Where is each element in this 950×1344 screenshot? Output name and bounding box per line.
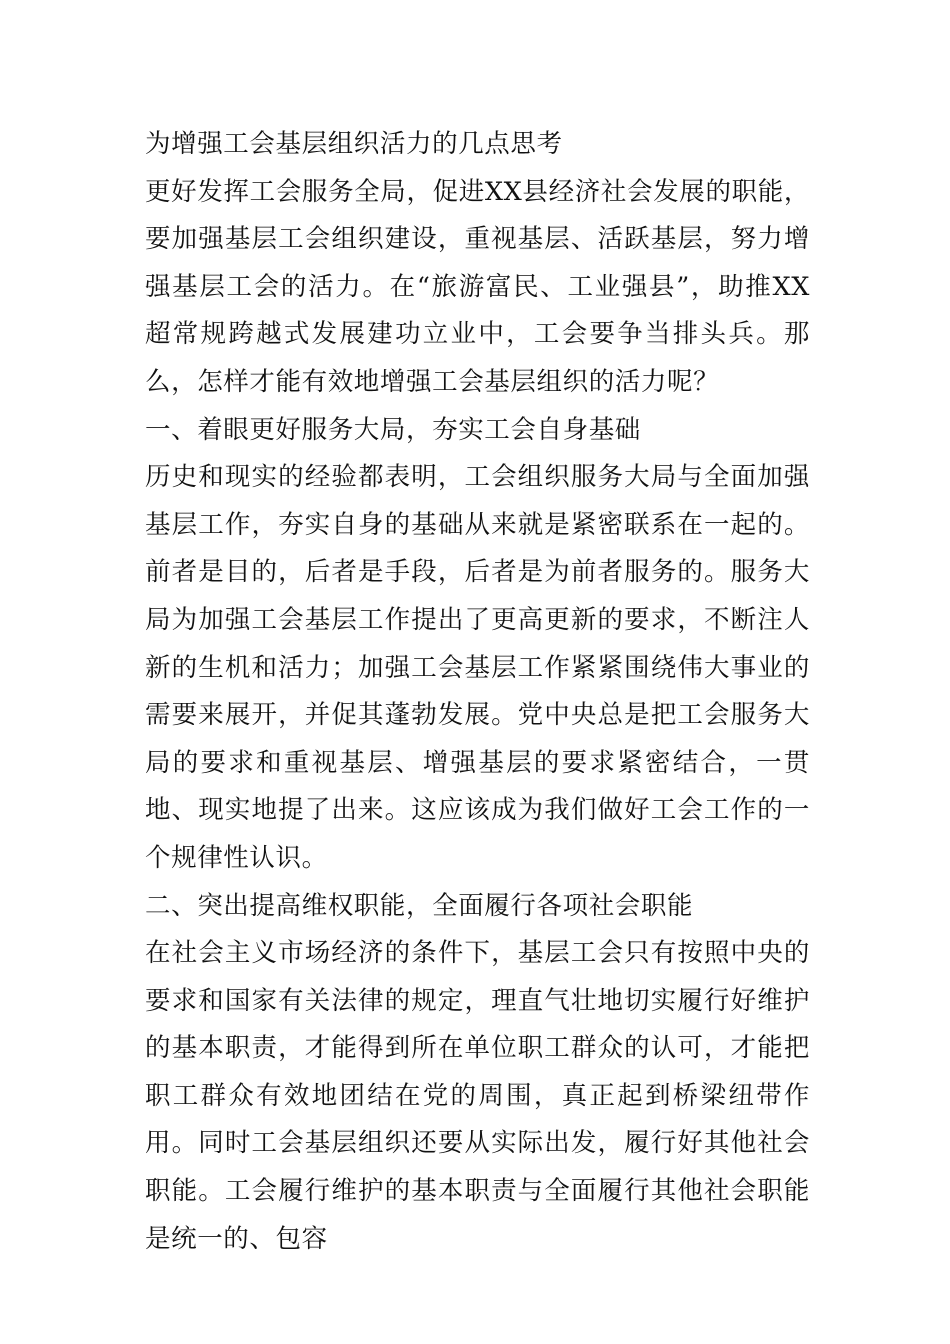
document-title: 为增强工会基层组织活力的几点思考 (145, 129, 563, 159)
intro-paragraph: 更好发挥工会服务全局，促进XX县经济社会发展的职能，要加强基层工会组织建设，重视基层、活跃基层，努力增强基层工会的活力。在“旅游富民、工业强县”，助推XX超常规跨越式发展建功立业中，工会要争当排头兵。那么，怎样才能有效地增强工会基层组织的活力呢？ (145, 176, 810, 397)
section-1-paragraph: 历史和现实的经验都表明，工会组织服务大局与全面加强基层工作，夯实自身的基础从来就是紧密联系在一起的。前者是目的，后者是手段，后者是为前者服务的。服务大局为加强工会基层工作提出了更高更新的要求，不断注人新的生机和活力；加强工会基层工作紧紧围绕伟大事业的需要来展开，并促其蓬勃发展。党中央总是把工会服务大局的要求和重视基层、增强基层的要求紧密结合，一贯地、现实地提了出来。这应该成为我们做好工会工作的一个规律性认识。 (145, 462, 810, 873)
section-2-heading: 二、突出提高维权职能，全面履行各项社会职能 (145, 890, 694, 921)
section-1-heading: 一、着眼更好服务大局，夯实工会自身基础 (145, 414, 641, 445)
section-2-paragraph: 在社会主义市场经济的条件下，基层工会只有按照中央的要求和国家有关法律的规定，理直气壮地切实履行好维护的基本职责，才能得到所在单位职工群众的认可，才能把职工群众有效地团结在党的周围，真正起到桥梁纽带作用。同时工会基层组织还要从实际出发，履行好其他社会职能。工会履行维护的基本职责与全面履行其他社会职能是统一的、包容 (145, 938, 810, 1254)
document-body (145, 121, 810, 1263)
